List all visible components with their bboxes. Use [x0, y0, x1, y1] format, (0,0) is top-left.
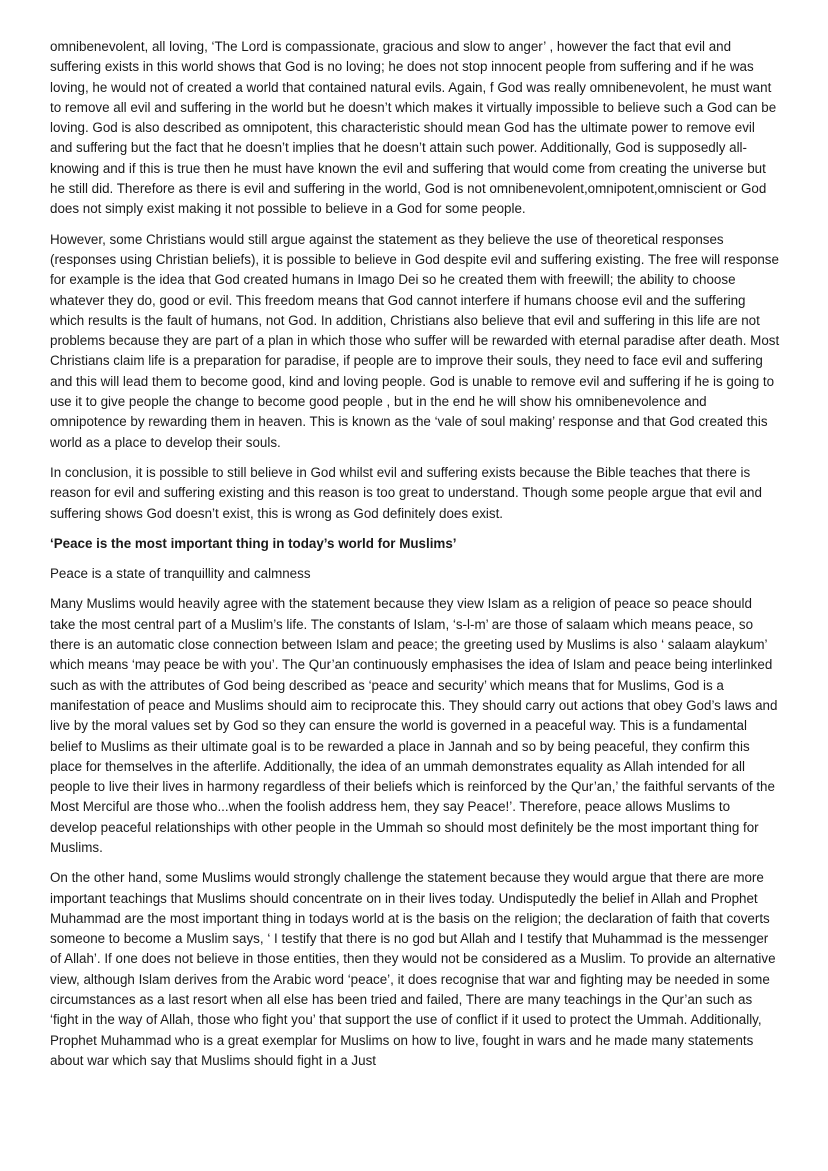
paragraph-muslims-agree: Many Muslims would heavily agree with the statement because they view Islam as a religion of peace so peace should take the most central part of a Muslim’s life. The constants of Islam, ‘s-l-m’ are those of salaam which means peace, so there is an automatic close connection between Islam and peace; the greeting used by Muslims is also ‘ salaam alaykum’ which means ‘may peace be with you’. The Qur’an continuously emphasises the idea of Islam and peace being interlinked such as with the attributes of God being described as ‘peace and security’ which means that for Muslims, God is a manifestation of peace and Muslims should aim to reciprocate this. They should carry out actions that obey God’s laws and live by the moral values set by God so they can ensure the world is governed in a peaceful way. This is a fundamental belief to Muslims as their ultimate goal is to be rewarded a place in Jannah and so by being peaceful, they confirm this place for themselves in the afterlife. Additionally, the idea of an ummah demonstrates equality as Allah intended for all people to live their lives in harmony regardless of their beliefs which is reinforced by the Qur’an,’ the faithful servants of the Most Merciful are those who...when the foolish address hem, they say Peace!’. Therefore, peace allows Muslims to develop peaceful relationships with other people in the Ummah so should most definitely be the most important thing for Muslims. [50, 596, 778, 855]
paragraph-evil-suffering-argument: omnibenevolent, all loving, ‘The Lord is compassionate, gracious and slow to anger’ , however the fact that evil and suffering exists in this world shows that God is no loving; he does not stop innocent people from suffering and if he was loving, he would not of created a world that contained natural evils. Again, f God was really omnibenevolent, he must want to remove all evil and suffering in the world but he doesn’t which makes it virtually impossible to believe such a God can be loving. God is also described as omnipotent, this characteristic should mean God has the ultimate power to remove evil and suffering but the fact that he doesn’t implies that he doesn’t attain such power. Additionally, God is supposedly all-knowing and if this is true then he must have known the evil and suffering that would come from creating the universe but he still did. Therefore as there is evil and suffering in the world, God is not omnibenevolent,omnipotent,omniscient or God does not simply exist making it not possible to believe in a God for some people. [50, 39, 777, 217]
paragraph-conclusion: In conclusion, it is possible to still believe in God whilst evil and suffering exists because the Bible teaches that there is reason for evil and suffering existing and this reason is too great to understand. Though some people argue that evil and suffering shows God doesn’t exist, this is wrong as God definitely does exist. [50, 464, 762, 521]
paragraph-christian-response: However, some Christians would still argue against the statement as they believe the use of theoretical responses (responses using Christian beliefs), it is possible to believe in God despite evil and suffering existing. The free will response for example is the idea that God created humans in Imago Dei so he created them with freewill; the ability to choose whatever they do, good or evil. This freedom means that God cannot interfere if humans choose evil and the suffering which results is the fault of humans, not God. In addition, Christians also believe that evil and suffering in this life are not problems because they are part of a plan in which those who suffer will be rewarded with eternal paradise after death. Most Christians claim life is a preparation for paradise, if people are to improve their souls, they need to face evil and suffering and this will lead them to become good, kind and loving people. God is unable to remove evil and suffering if he is going to use it to give people the change to become good people , but in the end he will show his omnibenevolence and omnipotence by rewarding them in heaven. This is known as the ‘vale of soul making’ response and that God created this world as a place to develop their souls. [50, 231, 780, 450]
paragraph-peace-definition: Peace is a state of tranquillity and calmness [50, 566, 311, 582]
paragraph-muslims-challenge: On the other hand, some Muslims would strongly challenge the statement because they would argue that there are more important teachings that Muslims should concentrate on in their lives today. Undisputedly the belief in Allah and Prophet Muhammad are the most important thing in todays world at is the basis on the religion; the declaration of faith that coverts someone to become a Muslim says, ‘ I testify that there is no god but Allah and I testify that Muhammad is the messenger of Allah’. If one does not believe in those entities, then they would not be considered as a Muslim. To provide an alternative view, although Islam derives from the Arabic word ‘peace’, it does recognise that war and fighting may be needed in some circumstances as a last resort when all else has been tried and failed, There are many teachings in the Qur’an such as ‘fight in the way of Allah, those who fight you’ that support the use of conflict if it used to protect the Ummah. Additionally, Prophet Muhammad who is a great exemplar for Muslims on how to live, fought in wars and he made many statements about war which say that Muslims should fight in a Just [50, 870, 776, 1068]
document-page [50, 37, 780, 1081]
section-heading-peace: ‘Peace is the most important thing in today’s world for Muslims’ [50, 535, 457, 551]
